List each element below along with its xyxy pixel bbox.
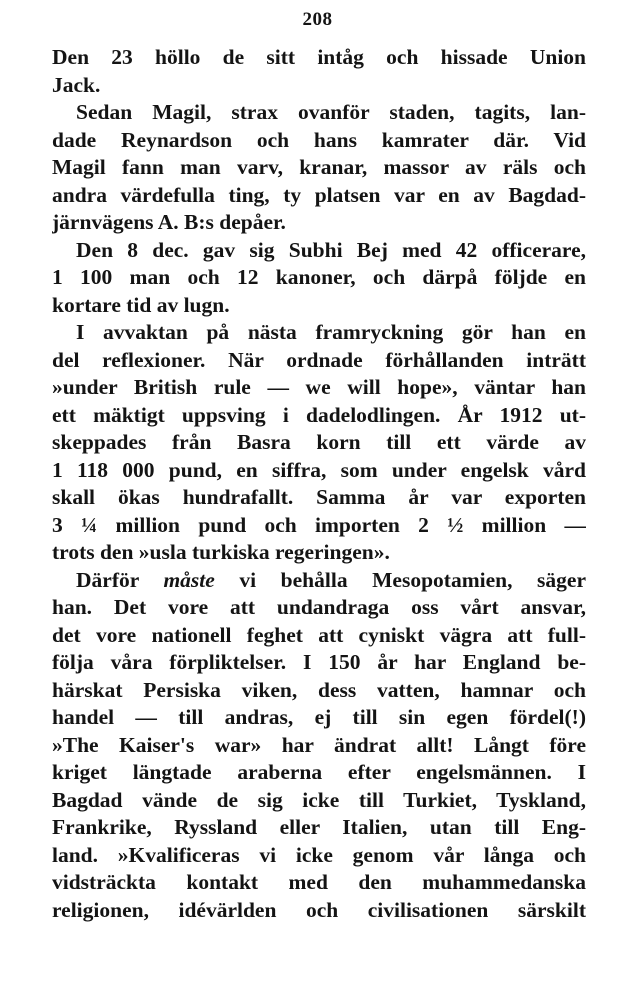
text-line xyxy=(52,787,586,815)
text-line xyxy=(52,264,586,292)
text-line xyxy=(52,539,586,567)
line-text: »The Kaiser's war» har ändrat allt! Långt före xyxy=(52,732,586,757)
paragraph-start-line xyxy=(52,567,586,595)
text-line xyxy=(52,154,586,182)
line-text: Därför xyxy=(76,567,164,592)
line-text: 1 118 000 pund, en siffra, som under engelsk vård xyxy=(52,457,586,482)
line-text: härskat Persiska viken, dess vatten, hamnar och xyxy=(52,677,586,702)
line-text: Den 8 dec. gav sig Subhi Bej med 42 officerare, xyxy=(76,237,586,262)
line-text: 1 100 man och 12 kanoner, och därpå följde en xyxy=(52,265,586,289)
text-line xyxy=(52,677,586,705)
line-text: »under British rule — we will hope», väntar han xyxy=(52,375,586,399)
text-line xyxy=(52,429,586,457)
text-line xyxy=(52,374,586,402)
line-text: Jack. xyxy=(52,72,101,97)
line-text: kortare tid av lugn. xyxy=(52,292,230,317)
line-text: kriget längtade araberna efter engelsmännen. I xyxy=(52,760,586,784)
text-line xyxy=(52,209,586,237)
text-line xyxy=(52,292,586,320)
text-line xyxy=(52,814,586,842)
text-line xyxy=(52,594,586,622)
text-line xyxy=(52,44,586,72)
line-text: andra värdefulla ting, ty platsen var en av Bagdad- xyxy=(52,182,586,207)
line-text: I avvaktan på nästa framryckning gör han en xyxy=(76,320,586,344)
line-text: det vore nationell feghet att cyniskt vägra att full- xyxy=(52,622,586,647)
text-line xyxy=(52,457,586,485)
line-text: religionen, idévärlden och civilisationen särskilt xyxy=(52,897,586,922)
text-line xyxy=(52,182,586,210)
line-text: han. Det vore att undandraga oss vårt ansvar, xyxy=(52,595,586,619)
text-line xyxy=(52,704,586,732)
page-number: 208 xyxy=(302,9,333,30)
text-line xyxy=(52,484,586,512)
paragraph-start-line xyxy=(52,319,586,347)
line-text: Den 23 höllo de sitt intåg och hissade Union xyxy=(52,45,586,69)
text-line xyxy=(52,622,586,650)
text-line xyxy=(52,512,586,540)
line-text: vidsträckta kontakt med den muhammedanska xyxy=(52,870,586,894)
text-line xyxy=(52,127,586,155)
line-text: del reflexioner. När ordnade förhållanden inträtt xyxy=(52,347,586,372)
line-text: handel — till andras, ej till sin egen fördel(!) xyxy=(52,705,586,729)
line-text: skall ökas hundrafallt. Samma år var exporten xyxy=(52,485,586,509)
line-text: följa våra förpliktelser. I 150 år har England be- xyxy=(52,650,586,674)
emphasized-word: måste xyxy=(163,567,215,592)
text-line xyxy=(52,649,586,677)
line-text: skeppades från Basra korn till ett värde av xyxy=(52,430,586,454)
line-text: Frankrike, Ryssland eller Italien, utan till Eng- xyxy=(52,815,586,839)
text-line xyxy=(52,402,586,430)
paragraph-start-line xyxy=(52,237,586,265)
line-text: dade Reynardson och hans kamrater där. Vid xyxy=(52,127,586,152)
text-line xyxy=(52,732,586,760)
paragraph-start-line xyxy=(52,99,586,127)
line-text: ett mäktigt uppsving i dadelodlingen. År 1912 ut- xyxy=(52,402,586,427)
text-line xyxy=(52,347,586,375)
line-text: Sedan Magil, strax ovanför staden, tagits, lan- xyxy=(76,100,586,124)
line-text: land. »Kvalificeras vi icke genom vår långa och xyxy=(52,842,586,867)
text-line xyxy=(52,759,586,787)
line-text: trots den »usla turkiska regeringen». xyxy=(52,540,390,564)
text-line xyxy=(52,842,586,870)
body-text xyxy=(52,44,586,924)
text-line xyxy=(52,869,586,897)
line-text: Magil fann man varv, kranar, massor av räls och xyxy=(52,155,586,179)
line-text: järnvägens A. B:s depåer. xyxy=(52,210,286,234)
line-text: vi behålla Mesopotamien, säger xyxy=(214,567,586,592)
line-text: 3 ¼ million pund och importen 2 ½ million — xyxy=(52,512,586,537)
text-line xyxy=(52,897,586,925)
text-line xyxy=(52,72,586,100)
line-text: Bagdad vände de sig icke till Turkiet, Tyskland, xyxy=(52,787,586,812)
